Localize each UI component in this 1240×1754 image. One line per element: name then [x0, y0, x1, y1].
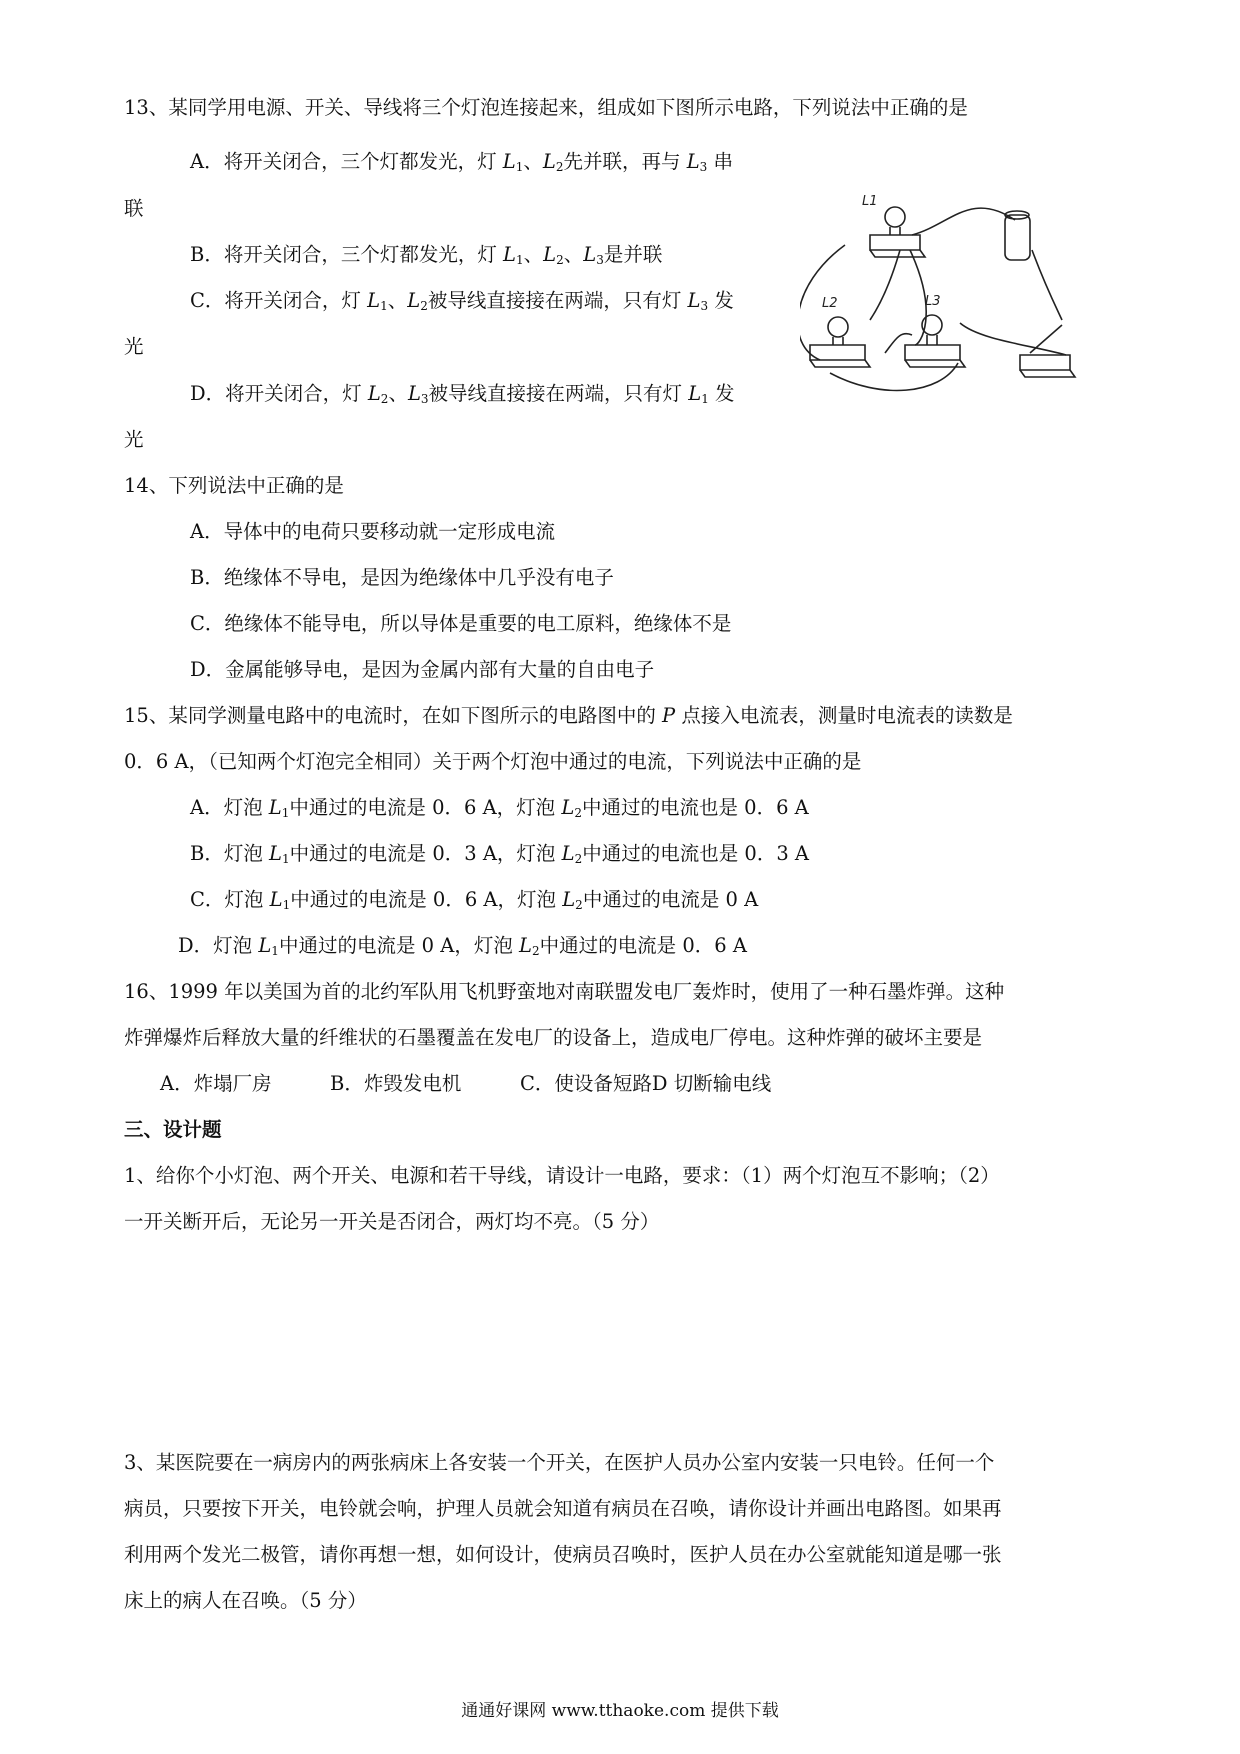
q16-option-b: B．炸毁发电机 [330, 1072, 462, 1095]
label-l1: L1 [862, 195, 878, 209]
q16-stem-line1: 16、1999 年以美国为首的北约军队用飞机野蛮地对南联盟发电厂轰炸时，使用了一种石墨炸弹。这种 [124, 980, 1005, 1003]
q15-option-a: A．灯泡 $L_1$中通过的电流是 0．6 A，灯泡 $L_2$中通过的电流也是 0．6 A [190, 796, 809, 820]
label-l3: L3 [925, 294, 941, 309]
q13-stem: 13、某同学用电源、开关、导线将三个灯泡连接起来，组成如下图所示电路，下列说法中正确的是 [124, 96, 968, 119]
section-title: 三、设计题 [124, 1118, 222, 1141]
d3-line1: 3、某医院要在一病房内的两张病床上各安装一个开关，在医护人员办公室内安装一只电铃。任何一个 [124, 1451, 995, 1474]
wire [870, 250, 900, 320]
q13-option-a-wrap: 联 [124, 197, 144, 220]
wire [1032, 250, 1062, 320]
lamp-l1-bulb [885, 207, 905, 227]
q15-stem: 15、某同学测量电路中的电流时，在如下图所示的电路图中的 P 点接入电流表，测量时电流表的读数是 [124, 704, 1013, 727]
q15-option-c: C．灯泡 $L_1$中通过的电流是 0．6 A，灯泡 $L_2$中通过的电流是 0 A [190, 888, 759, 912]
d3-line2: 病员，只要按下开关，电铃就会响，护理人员就会知道有病员在召唤，请你设计并画出电路图。如果再 [124, 1497, 1002, 1520]
q16-stem-line2: 炸弹爆炸后释放大量的纤维状的石墨覆盖在发电厂的设备上，造成电厂停电。这种炸弹的破坏主要是 [124, 1026, 983, 1049]
wire [885, 334, 912, 353]
page-footer: 通通好课网 www.tthaoke.com 提供下载 [461, 1701, 779, 1721]
q13-option-c-wrap: 光 [124, 335, 144, 358]
wire [960, 323, 1066, 355]
d1-line1: 1、给你个小灯泡、两个开关、电源和若干导线，请设计一电路，要求：（1）两个灯泡互不影响；（2） [124, 1164, 1000, 1187]
lamp-l1-board [870, 235, 920, 250]
q14-option-b: B．绝缘体不导电，是因为绝缘体中几乎没有电子 [190, 566, 614, 589]
wire [912, 208, 1015, 235]
d3-line3: 利用两个发光二极管，请你再想一想，如何设计，使病员召唤时，医护人员在办公室就能知道是哪一张 [124, 1543, 1002, 1566]
q15-option-d: D．灯泡 $L_1$中通过的电流是 0 A，灯泡 $L_2$中通过的电流是 0．6 A [178, 934, 747, 958]
q16-options [160, 1070, 771, 1098]
q13-option-c: C．将开关闭合，灯 $L_1$、$L_2$被导线直接接在两端，只有灯 $L_3$ 发 [190, 289, 734, 313]
q16-option-d: D 切断输电线 [651, 1072, 772, 1095]
q14-option-c: C．绝缘体不能导电，所以导体是重要的电工原料，绝缘体不是 [190, 612, 732, 635]
q13-option-a: A．将开关闭合，三个灯都发光，灯 $L_1$、$L_2$先并联，再与 $L_3$ 串 [190, 150, 733, 174]
d3-line4: 床上的病人在召唤。（5 分） [124, 1589, 367, 1612]
label-l2: L2 [822, 296, 838, 311]
switch-board [1020, 355, 1070, 370]
q13-option-d-wrap: 光 [124, 428, 144, 451]
q14-stem: 14、下列说法中正确的是 [124, 474, 344, 497]
circuit-diagram [800, 195, 1130, 420]
q15-option-b: B．灯泡 $L_1$中通过的电流是 0．3 A，灯泡 $L_2$中通过的电流也是 0．3 A [190, 842, 810, 866]
q16-option-a: A．炸塌厂房 [160, 1072, 272, 1095]
q16-option-c: C．使设备短路 [520, 1072, 652, 1095]
d1-line2: 一开关断开后，无论另一开关是否闭合，两灯均不亮。（5 分） [124, 1210, 660, 1233]
lamp-l2-bulb [828, 317, 848, 337]
lamp-l2-board [810, 345, 865, 360]
q14-option-d: D．金属能够导电，是因为金属内部有大量的自由电子 [190, 658, 655, 681]
q14-option-a: A．导体中的电荷只要移动就一定形成电流 [190, 520, 556, 543]
battery [1005, 215, 1030, 260]
q13-option-b: B．将开关闭合，三个灯都发光，灯 $L_1$、$L_2$、$L_3$是并联 [190, 243, 663, 267]
q13-option-d: D．将开关闭合，灯 $L_2$、$L_3$被导线直接接在两端，只有灯 $L_1$ 发 [190, 382, 735, 406]
q15-stem-line2: 0．6 A，（已知两个灯泡完全相同）关于两个灯泡中通过的电流，下列说法中正确的是 [124, 750, 862, 773]
switch-lever [1030, 325, 1062, 353]
lamp-l3-board [905, 345, 960, 360]
